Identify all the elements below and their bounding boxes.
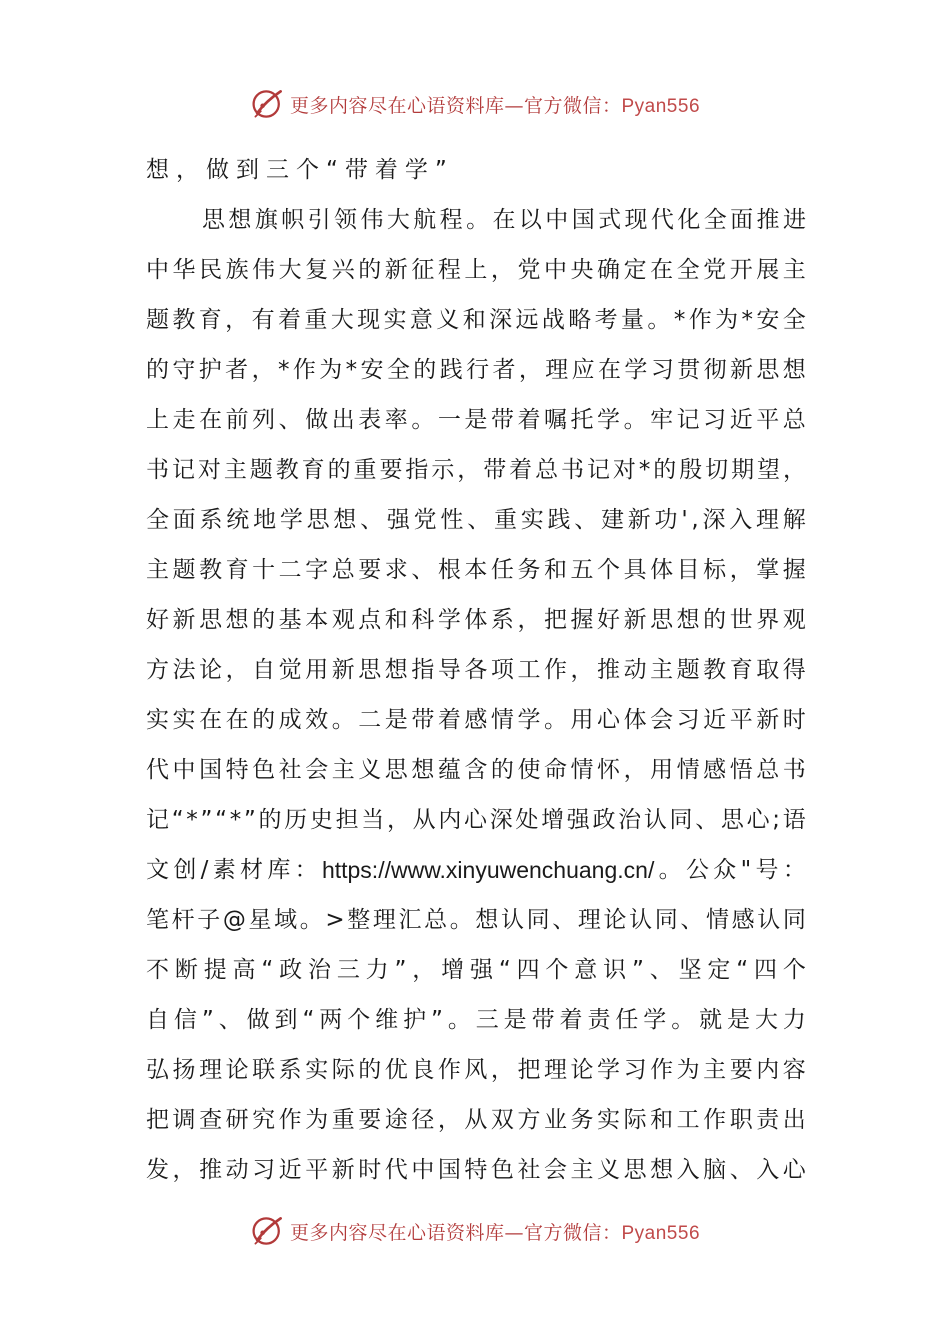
body-line: 自 信 ” 、 做 到 “ 两 个 维 护 ” 。 三 是 带 着 责 任 学 。 就 是 大 力 bbox=[146, 1007, 806, 1033]
header-banner-text bbox=[290, 91, 700, 118]
body-line: 书 记 对 主 题 教 育 的 重 要 指 示 ， 带 着 总 书 记 对 * 的 殷 切 期 望 ， bbox=[146, 457, 806, 483]
body-line: 好 新 思 想 的 基 本 观 点 和 科 学 体 系 ， 把 握 好 新 思 想 的 世 界 观 bbox=[146, 607, 806, 633]
body-line: 实 实 在 在 的 成 效 。 二 是 带 着 感 情 学 。 用 心 体 会 习 近 平 新 时 bbox=[146, 707, 806, 733]
body-line: 记 “ * ” “ * ” 的 历 史 担 当 ， 从 内 心 深 处 增 强 政 治 认 同 、 思 心 ; 语 bbox=[146, 807, 806, 833]
footer-account: Pyan556 bbox=[621, 1222, 701, 1244]
body-line: 把 调 查 研 究 作 为 重 要 途 径 ， 从 双 方 业 务 实 际 和 工 作 职 责 出 bbox=[146, 1107, 806, 1133]
body-line: 题 教 育 ， 有 着 重 大 现 实 意 义 和 深 远 战 略 考 量 。 * 作 为 * 安 全 bbox=[146, 307, 806, 333]
pen-logo-icon bbox=[250, 1213, 286, 1249]
body-line: 思 想 旗 帜 引 领 伟 大 航 程 。 在 以 中 国 式 现 代 化 全 面 推 进 bbox=[202, 207, 806, 233]
body-line: 的 守 护 者 ， * 作 为 * 安 全 的 践 行 者 ， 理 应 在 学 习 贯 彻 新 思 想 bbox=[146, 357, 806, 383]
body-line: 方 法 论 ， 自 觉 用 新 思 想 指 导 各 项 工 作 ， 推 动 主 题 教 育 取 得 bbox=[146, 657, 806, 683]
document-body bbox=[146, 145, 806, 1195]
body-line: 不 断 提 高 “ 政 治 三 力 ” ， 增 强 “ 四 个 意 识 ” 、 坚 定 “ 四 个 bbox=[146, 957, 806, 983]
body-line: 中 华 民 族 伟 大 复 兴 的 新 征 程 上 ， 党 中 央 确 定 在 全 党 开 展 主 bbox=[146, 257, 806, 283]
header-site-text: 更多内容尽在心语资料库 bbox=[289, 94, 505, 117]
body-line: 弘 扬 理 论 联 系 实 际 的 优 良 作 风 ， 把 理 论 学 习 作 为 主 要 内 容 bbox=[146, 1057, 806, 1083]
footer-watermark bbox=[0, 1211, 950, 1251]
footer-banner-text bbox=[290, 1218, 700, 1245]
body-line: 主 题 教 育 十 二 字 总 要 求 、 根 本 任 务 和 五 个 具 体 目 标 ， 掌 握 bbox=[146, 557, 806, 583]
body-line: 代 中 国 特 色 社 会 主 义 思 想 蕴 含 的 使 命 情 怀 ， 用 情 感 悟 总 书 bbox=[146, 757, 806, 783]
footer-official-label: 官方微信： bbox=[523, 1221, 622, 1244]
body-line: 发 ， 推 动 习 近 平 新 时 代 中 国 特 色 社 会 主 义 思 想 入 脑 、 入 心 bbox=[146, 1157, 806, 1183]
body-line: 文 创 / 素 材 库 ： https://www.xinyuwenchuang.cn/ 。 公 众 " 号 ： bbox=[146, 857, 806, 883]
footer-site-text: 更多内容尽在心语资料库 bbox=[289, 1221, 505, 1244]
body-line: 想 ， 做 到 三 个 “ 带 着 学 ” bbox=[146, 157, 447, 183]
pen-logo-icon bbox=[250, 86, 286, 122]
header-watermark bbox=[0, 84, 950, 124]
footer-separator: — bbox=[504, 1221, 524, 1244]
header-account: Pyan556 bbox=[621, 95, 701, 117]
body-line: 全 面 系 统 地 学 思 想 、 强 党 性 、 重 实 践 、 建 新 功 ' , 深 入 理 解 bbox=[146, 507, 806, 533]
body-line: 上 走 在 前 列 、 做 出 表 率 。 一 是 带 着 嘱 托 学 。 牢 记 习 近 平 总 bbox=[146, 407, 806, 433]
header-official-label: 官方微信： bbox=[523, 94, 622, 117]
body-line: 笔 杆 子 @ 星 域 。 > 整 理 汇 总 。 想 认 同 、 理 论 认 同 、 情 感 认 同 bbox=[146, 907, 806, 933]
header-separator: — bbox=[504, 94, 524, 117]
